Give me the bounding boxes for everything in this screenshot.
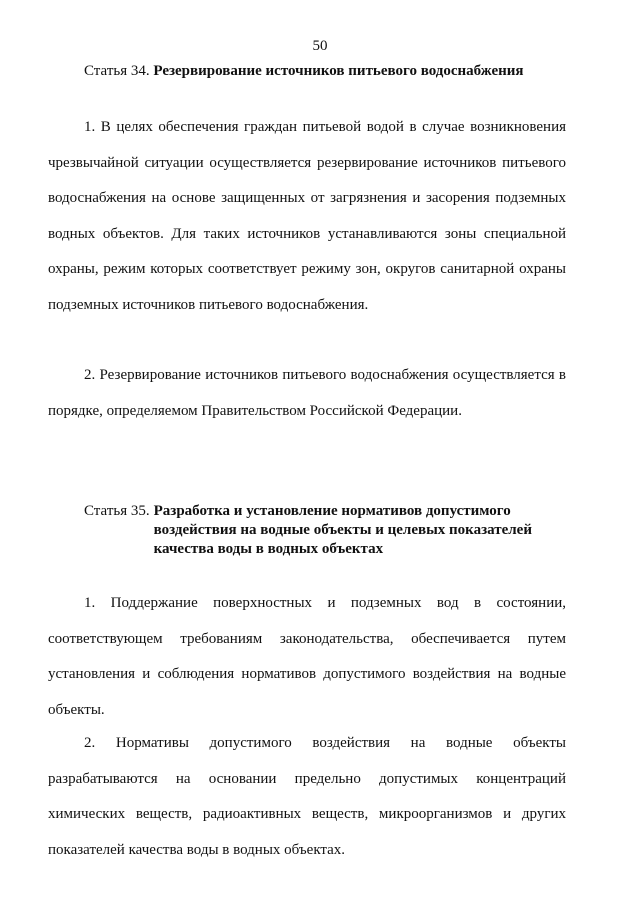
page-number: 50	[312, 38, 328, 54]
article-35-heading	[84, 502, 584, 559]
article-34-paragraph-1: 1. В целях обеспечения граждан питьевой водой в случае возникновения чрезвычайной ситуации осуществляется резервирование источников питьевого водоснабжения на основе защищенных от загрязнения и засорения подземных водных объектов. Для таких источников устанавливаются зоны специальной охраны, режим которых соответствует режиму зон, округов санитарной охраны подземных источников питьевого водоснабжения.	[48, 119, 566, 313]
article-35-paragraph-1: 1. Поддержание поверхностных и подземных вод в состоянии, соответствующем требованиям законодательства, обеспечивается путем установления и соблюдения нормативов допустимого воздействия на водные объекты.	[48, 595, 566, 718]
article-34-heading	[84, 62, 584, 81]
article-35-prefix: Статья 35.	[84, 503, 150, 519]
article-34-title: Резервирование источников питьевого водоснабжения	[153, 63, 524, 79]
article-35-title: Разработка и установление нормативов допустимого воздействия на водные объекты и целевых показателей качества воды в водных объектах	[153, 503, 532, 557]
article-34-paragraph-2: 2. Резервирование источников питьевого водоснабжения осуществляется в порядке, определяемом Правительством Российской Федерации.	[48, 367, 566, 419]
article-35-paragraph-2: 2. Нормативы допустимого воздействия на водные объекты разрабатываются на основании предельно допустимых концентраций химических веществ, радиоактивных веществ, микроорганизмов и других показателей качества воды в водных объектах.	[48, 735, 566, 858]
article-34-prefix: Статья 34.	[84, 63, 150, 79]
